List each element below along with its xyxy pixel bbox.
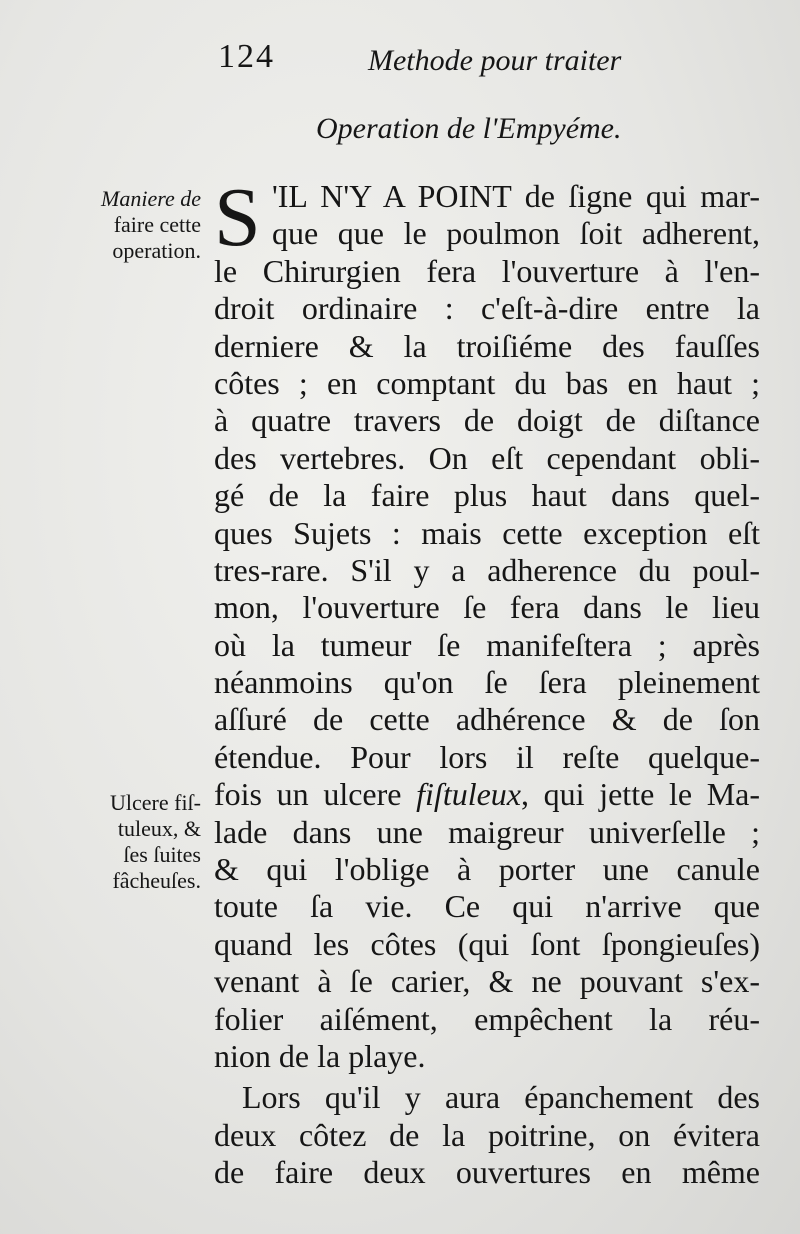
text-line: nion de la playe.	[214, 1037, 426, 1074]
text-line: côtes ; en comptant du bas en haut ;	[214, 364, 760, 401]
italic-term: fiſtuleux	[416, 776, 521, 813]
text-line: droit ordinaire : c'eſt-à-dire entre la	[214, 290, 760, 327]
drop-cap: S	[214, 171, 261, 264]
text-line: toute ſa vie. Ce qui n'arrive que	[214, 888, 760, 925]
text-line: deux côtez de la poitrine, on évitera	[214, 1116, 760, 1153]
margin-note-line: Ulcere fiſ-	[110, 790, 201, 815]
text-line: gé de la faire plus haut dans quel-	[214, 477, 760, 514]
margin-note-line: operation.	[112, 238, 201, 263]
text-line: où la tumeur ſe manifeſtera ; après	[214, 626, 760, 663]
text-line: folier aiſément, empêchent la réu-	[214, 1000, 760, 1037]
text-line: mon, l'ouverture ſe fera dans le lieu	[214, 589, 760, 626]
margin-note-line: faire cette	[113, 212, 201, 237]
margin-note-line: ſes ſuites	[123, 842, 201, 867]
margin-note-line: Maniere de	[101, 186, 201, 211]
margin-note-line: tuleux, &	[117, 816, 201, 841]
body-text	[214, 171, 761, 1192]
margin-note-line: fâcheuſes.	[112, 868, 201, 893]
text-line: & qui l'oblige à porter une canule	[214, 851, 760, 888]
text-line: venant à ſe carier, & ne pouvant s'ex-	[214, 963, 760, 1000]
section-title: Operation de l'Empyéme.	[316, 112, 622, 145]
page-number: 124	[218, 38, 275, 75]
text-line: des vertebres. On eſt cependant obli-	[214, 439, 760, 476]
page-header	[218, 38, 758, 90]
paragraph	[214, 1079, 760, 1191]
text-line: fois un ulcere fiſtuleux, qui jette le Ma-	[214, 776, 761, 813]
text-line: que que le poulmon ſoit adherent,	[272, 215, 760, 252]
text-line: de faire deux ouvertures en même	[214, 1154, 760, 1191]
text-line: 'IL N'Y A POINT de ſigne qui mar-	[272, 178, 760, 214]
text-line: ques Sujets : mais cette exception eſt	[214, 514, 760, 551]
text-line: Lors qu'il y aura épanchement des	[242, 1079, 760, 1116]
margin-note	[101, 186, 201, 264]
text-line: néanmoins qu'on ſe ſera pleinement	[214, 664, 760, 701]
text-line: derniere & la troiſiéme des fauſſes	[214, 327, 760, 364]
margin-note	[110, 790, 201, 894]
text-line: le Chirurgien fera l'ouverture à l'en-	[214, 252, 760, 289]
text-line: lade dans une maigreur univerſelle ;	[214, 813, 760, 850]
running-head: Methode pour traiter	[368, 44, 622, 77]
paragraph	[214, 171, 761, 1075]
text-line: aſſuré de cette adhérence & de ſon	[214, 701, 760, 738]
text-line: à quatre travers de doigt de diſtance	[214, 402, 760, 439]
text-line: quand les côtes (qui ſont ſpongieuſes)	[214, 925, 760, 962]
text-line: tres-rare. S'il y a adherence du poul-	[214, 551, 760, 588]
text-line: étendue. Pour lors il reſte quelque-	[214, 738, 760, 775]
